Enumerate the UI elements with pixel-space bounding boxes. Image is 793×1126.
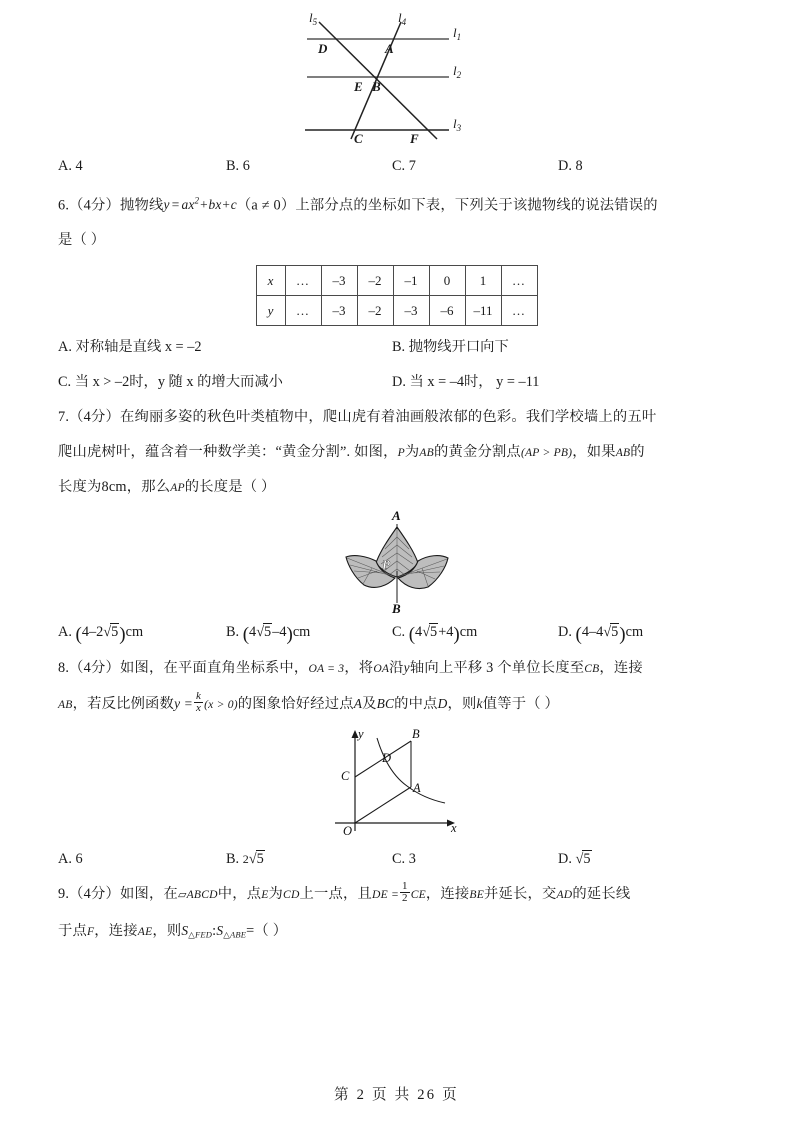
sqrt-5-c: √5: [422, 624, 438, 641]
cell-x-0: …: [285, 266, 321, 296]
leaf-point-P: P: [381, 557, 390, 573]
q6-coordinate-table: [256, 265, 538, 326]
q6-option-b[interactable]: B. 抛物线开口向下: [392, 339, 509, 356]
q6-equation: y = $ax^2+bx+c$: [163, 196, 237, 213]
cell-x-header: x: [256, 266, 285, 296]
sqrt-5-q8d: √5: [575, 851, 591, 868]
axis-label-x: x: [450, 821, 457, 836]
cell-y-0: …: [285, 296, 321, 326]
ivy-leaf-svg: [332, 507, 462, 615]
label-l3: $l_3$: [452, 116, 461, 133]
page-footer: [0, 1083, 793, 1104]
coordinate-plane-svg: [327, 724, 467, 842]
sqrt-5-a: √5: [103, 624, 119, 641]
cell-x-1: –3: [321, 266, 357, 296]
q8-option-a[interactable]: A. 6: [58, 851, 83, 868]
q7-option-a[interactable]: A. (4–2√5)cm: [58, 615, 143, 650]
q5-option-c[interactable]: C. 7: [392, 158, 416, 174]
q8-option-row: [58, 842, 735, 877]
point-label-B: B: [411, 727, 420, 742]
q9-fraction-one-half: $\frac{1}{2}$: [402, 879, 408, 905]
cell-y-2: –2: [357, 296, 393, 326]
q7-option-d[interactable]: D. (4–4√5)cm: [558, 615, 643, 650]
point-C: C: [353, 131, 363, 146]
q9-stem-line2: 于点F，连接AE，则S△FED:S△ABE=（ ）: [58, 923, 288, 941]
q8-stem-line2: AB，若反比例函数y = $\frac{k}{x}$ (x > 0)的图象恰好经过点A及BC的中点D，则k值等于（ ）: [58, 689, 559, 715]
exam-page: [0, 4, 793, 1126]
label-l1: $l_1$: [452, 25, 461, 42]
q6-stem-line1: 6.（4分）抛物线y = $ax^2+bx+c(a \ne 0)$上部分点的坐标如下表，下列关于该抛物线的说法错误的: [58, 196, 658, 214]
leaf-point-B: B: [391, 601, 401, 616]
cell-y-header: y: [256, 296, 285, 326]
point-label-C: C: [340, 769, 349, 784]
point-B: B: [371, 79, 381, 94]
cell-y-3: –3: [393, 296, 429, 326]
q7-stem-line3: 长度为8cm，那么AP的长度是（ ）: [58, 479, 276, 496]
q7-stem-line1: 7.（4分）在绚丽多姿的秋色叶类植物中，爬山虎有着油画般浓郁的色彩。我们学校墙上的五叶: [58, 409, 657, 426]
q6-option-c[interactable]: C. 当 x > –2时，y 随 x 的增大而减小: [58, 374, 283, 391]
cell-x-3: –1: [393, 266, 429, 296]
label-l4: $l_4$: [397, 10, 406, 27]
cell-y-1: –3: [321, 296, 357, 326]
figure-coordinate-plane: [58, 724, 735, 842]
q8-fraction-k-over-x: $\frac{k}{x}$: [196, 689, 202, 715]
q8-stem-line1: 8.（4分）如图，在平面直角坐标系中，OA = 3，将OA沿y轴向上平移 3 个单位长度至CB，连接: [58, 660, 643, 677]
origin-label-O: O: [342, 824, 352, 839]
point-label-A: A: [412, 781, 421, 796]
sqrt-5-q8b: √5: [248, 851, 264, 868]
label-l2: $l_2$: [452, 63, 461, 80]
table-row-y: [256, 296, 537, 326]
point-F: F: [409, 131, 419, 146]
figure-ivy-leaf: [58, 507, 735, 615]
q5-option-a[interactable]: A. 4: [58, 158, 83, 174]
leaf-point-A: A: [391, 508, 401, 524]
cell-x-5: 1: [465, 266, 501, 296]
cell-x-6: …: [501, 266, 537, 296]
q6-option-d[interactable]: D. 当 x = –4时， y = –11: [392, 374, 540, 391]
cell-y-5: –11: [465, 296, 501, 326]
point-D: D: [317, 41, 327, 56]
point-E: E: [353, 79, 363, 94]
q9-stem-line1: 9.（4分）如图，在▱ABCD中，点E为CD上一点，且DE = $\frac{1}{2}$ CE，连接BE并延长，交AD的延长线: [58, 879, 631, 905]
figure-transversal-lines: [58, 4, 735, 149]
q6-stem-line2: 是（ ）: [58, 232, 106, 249]
parallel-lines-svg: [297, 4, 497, 149]
segment-OA: [355, 787, 411, 823]
cell-x-4: 0: [429, 266, 465, 296]
cell-y-4: –6: [429, 296, 465, 326]
q5-option-d[interactable]: D. 8: [558, 158, 583, 174]
q5-option-row: [58, 149, 735, 184]
q8-option-d[interactable]: D. √5: [558, 842, 592, 877]
q5-option-b[interactable]: B. 6: [226, 158, 250, 174]
footer-text: 第 2 页 共 26 页: [334, 1087, 459, 1103]
q8-option-c[interactable]: C. 3: [392, 851, 416, 868]
sqrt-5-b: √5: [256, 624, 272, 641]
q7-stem-line2: 爬山虎树叶，蕴含着一种数学美：“黄金分割”. 如图，P为AB的黄金分割点(AP > PB)，如果AB的: [58, 444, 645, 461]
q8-option-b[interactable]: B. 2√5: [226, 842, 265, 877]
q7-option-row: [58, 615, 735, 650]
q7-option-c[interactable]: C. (4√5+4)cm: [392, 615, 477, 650]
cell-y-6: …: [501, 296, 537, 326]
sqrt-5-d: √5: [603, 624, 619, 641]
label-l5: $l_5$: [308, 10, 317, 27]
q7-option-b[interactable]: B. (4√5–4)cm: [226, 615, 310, 650]
q6-option-rows: [58, 330, 735, 400]
axis-label-y: y: [357, 727, 364, 742]
table-row-x: [256, 266, 537, 296]
q6-option-a[interactable]: A. 对称轴是直线 x = –2: [58, 339, 202, 356]
q6-table-wrapper: [58, 265, 735, 326]
point-label-D: D: [381, 751, 391, 766]
point-A: A: [384, 41, 394, 56]
cell-x-2: –2: [357, 266, 393, 296]
